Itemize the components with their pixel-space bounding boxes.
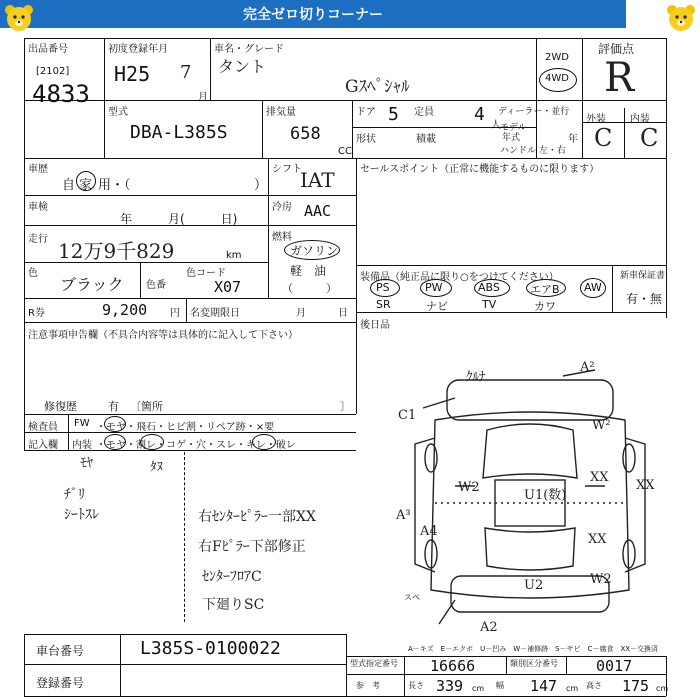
note-hand-e: 右ｾﾝﾀｰﾋﾟﾗｰ一部XX — [198, 509, 316, 525]
repair-have-label: 有 — [108, 400, 119, 413]
rating-value: R — [604, 55, 635, 101]
length-unit: cm — [472, 684, 485, 693]
model-code-value: DBA-L385S — [130, 122, 228, 143]
width-value: 147 — [530, 677, 558, 695]
width-label: 幅 — [496, 681, 504, 690]
warranty-value: 有・無 — [626, 292, 663, 306]
width-unit: cm — [566, 684, 579, 693]
entry-label: 記入欄 — [28, 440, 58, 451]
diagram-w2-right: W² — [592, 418, 611, 433]
dealer-label: ディーラー・並行 — [498, 107, 570, 117]
history-close: ） — [254, 178, 268, 193]
displacement-label: 排気量 — [266, 107, 296, 118]
recycle-label: R券 — [28, 308, 45, 319]
after-items-label: 後日品 — [360, 320, 390, 331]
aircon-label: 冷房 — [272, 202, 292, 213]
ref-label: 参 考 — [356, 681, 380, 690]
diagram-xx-2: XX — [636, 478, 655, 493]
loading-label: 積載 — [416, 134, 436, 145]
equip-sr: SR — [376, 298, 391, 311]
height-label: 高さ — [586, 681, 602, 690]
chassis-no-label: 車台番号 — [36, 644, 85, 658]
history-use: 用・（ — [98, 178, 131, 193]
rating-label: 評価点 — [598, 42, 635, 56]
sales-points-label: セールスポイント（正常に機能するものに限ります） — [360, 164, 600, 175]
equip-navi: ナビ — [426, 300, 448, 313]
lot-sub-code: [2102] — [36, 66, 70, 77]
category-no-label: 類別区分番号 — [510, 659, 558, 668]
type-cert-value: 16666 — [430, 657, 476, 675]
year-unit: 年 — [568, 134, 578, 145]
equip-leather: カワ — [534, 300, 556, 313]
model-label: 型式 — [108, 107, 128, 118]
length-label: 長さ — [408, 681, 424, 690]
diagram-a2-top: A² — [580, 360, 595, 375]
recycle-value: 9,200 — [102, 301, 148, 319]
drive-4wd-label: 4WD — [545, 73, 569, 84]
inspection-date: 年 月( 日) — [120, 212, 238, 226]
equipment-label: 装備品（純正品に限り○をつけてください） — [360, 272, 559, 283]
fuel-gasoline: ガソリン — [290, 244, 339, 258]
color-code-label: 色コード — [186, 268, 226, 279]
displacement-value: 658 — [290, 124, 321, 144]
note-hand-g: ｾﾝﾀｰﾌﾛｱC — [202, 569, 262, 585]
equip-aw: AW — [584, 281, 602, 294]
note-hand-h: 下廻りSC — [202, 597, 265, 613]
handle-label: ハンドル 左・右 — [500, 146, 566, 156]
fuel-diesel: 軽 油 — [290, 264, 327, 278]
diagram-w2-center: W2 — [458, 480, 480, 495]
doors-value: 5 — [388, 104, 399, 125]
person-unit: 人 — [491, 120, 501, 131]
note-hand-a: ﾓﾔ — [80, 456, 93, 471]
interior-value: C — [640, 124, 659, 152]
era-year-value: H25 — [114, 62, 151, 86]
exterior-value: C — [594, 124, 613, 152]
lot-number-label: 出品番号 — [28, 44, 68, 55]
inspector-label: 検査員 — [28, 422, 58, 433]
note-hand-f: 右Fﾋﾟﾗｰ下部修正 — [198, 539, 306, 555]
notes-label: 注意事項申告欄（不具合内容等は具体的に記入して下さい） — [28, 330, 298, 341]
model-year-label-b: 年式 — [502, 133, 521, 143]
diagram-a2-bottom: A2 — [480, 620, 498, 635]
height-value: 175 — [622, 677, 650, 695]
length-value: 339 — [436, 677, 464, 695]
damage-legend: A－キズ E－エクボ U－凹み W－補修跡 S－サビ C－腐食 XX－交換済 — [408, 645, 659, 653]
mileage-label: 走行 — [28, 234, 48, 245]
bear-mascot-icon-left — [2, 2, 36, 40]
fw-label: FW — [74, 418, 90, 429]
banner-title: 完全ゼロ切りコーナー — [0, 0, 626, 28]
category-no-value: 0017 — [596, 657, 633, 675]
new-warranty-label: 新車保証書 — [620, 271, 666, 281]
capacity-label: 定員 — [414, 107, 434, 118]
month-unit: 月 — [198, 92, 208, 103]
color-label: 色 — [28, 268, 38, 279]
mileage-value: 12万9千829 — [58, 239, 175, 263]
history-label: 車歴 — [28, 164, 48, 175]
equip-tv: TV — [482, 298, 497, 311]
color-value: ブラック — [60, 275, 124, 294]
month-label: 月 — [296, 308, 306, 319]
model-year-label-a: モデル — [500, 123, 527, 133]
note-hand-c: ﾀﾇ — [150, 460, 163, 475]
history-home: 家 — [79, 178, 93, 193]
first-reg-label: 初度登録年月 — [108, 44, 168, 55]
diagram-spare-note: スペ — [404, 593, 420, 602]
repair-history-label: 修復歴 — [44, 400, 77, 413]
capacity-value: 4 — [474, 104, 485, 125]
repair-place-label: 〔箇所 — [130, 400, 163, 413]
diagram-c1: C1 — [398, 408, 417, 423]
diagram-front-note: ｸﾙﾅ — [466, 370, 486, 385]
height-unit: cm — [656, 684, 669, 693]
grade-value: Gｽﾍﾟｼｬﾙ — [345, 77, 410, 97]
equip-airbag: エアB — [530, 283, 560, 296]
exterior-label: 外装 — [586, 114, 606, 125]
aircon-value: AAC — [304, 202, 332, 220]
color-no-label: 色番 — [146, 280, 166, 291]
cc-unit: CC — [338, 146, 352, 157]
doors-label: ドア — [356, 107, 376, 118]
name-change-label: 名変期限日 — [190, 308, 240, 319]
reg-no-label: 登録番号 — [36, 676, 85, 690]
note-hand-b: ﾁﾞﾘ — [64, 487, 85, 503]
yen-unit: 円 — [170, 308, 180, 319]
equip-pw: PW — [425, 281, 443, 294]
diagram-a3: A³ — [396, 508, 411, 523]
type-cert-label: 型式指定番号 — [350, 659, 398, 668]
interior-items: ・モヤ・割レ・コゲ・穴・スレ・キレ・破レ — [96, 440, 296, 451]
color-code-value: X07 — [214, 278, 242, 296]
history-own: 自 — [62, 178, 76, 193]
diagram-w2-bottom: W2 — [590, 572, 612, 587]
drive-2wd-label: 2WD — [545, 52, 569, 63]
shift-label: シフト — [272, 164, 302, 175]
chassis-no-value: L385S-0100022 — [140, 638, 281, 659]
km-unit: km — [226, 250, 242, 261]
car-name-value: タント — [218, 57, 267, 76]
diagram-u1: U1(数) — [524, 488, 567, 503]
fuel-label: 燃料 — [272, 232, 292, 243]
note-hand-d: ｼｰﾄｽﾚ — [64, 507, 99, 523]
equip-abs: ABS — [478, 281, 500, 294]
day-label: 日 — [338, 308, 348, 319]
inspection-label: 車検 — [28, 202, 48, 213]
diagram-u2: U2 — [524, 578, 544, 593]
equip-ps: PS — [376, 281, 390, 294]
bear-mascot-icon-right — [664, 2, 698, 40]
fuel-other: （ ） — [282, 282, 337, 295]
lot-number-value: 4833 — [32, 80, 90, 108]
diagram-a4: A4 — [420, 524, 438, 539]
reg-month-value: 7 — [180, 62, 192, 83]
fw-items: ・モヤ・飛石・ヒビ割・リペア跡・×要 — [96, 422, 275, 433]
shape-label: 形状 — [356, 134, 376, 145]
diagram-xx-1: XX — [590, 470, 609, 485]
interior-row-label: 内装 — [72, 440, 92, 451]
shift-value: IAT — [300, 168, 335, 192]
interior-label: 内装 — [630, 114, 650, 125]
car-name-label: 車名・グレード — [214, 44, 284, 55]
diagram-xx-3: XX — [588, 532, 607, 547]
